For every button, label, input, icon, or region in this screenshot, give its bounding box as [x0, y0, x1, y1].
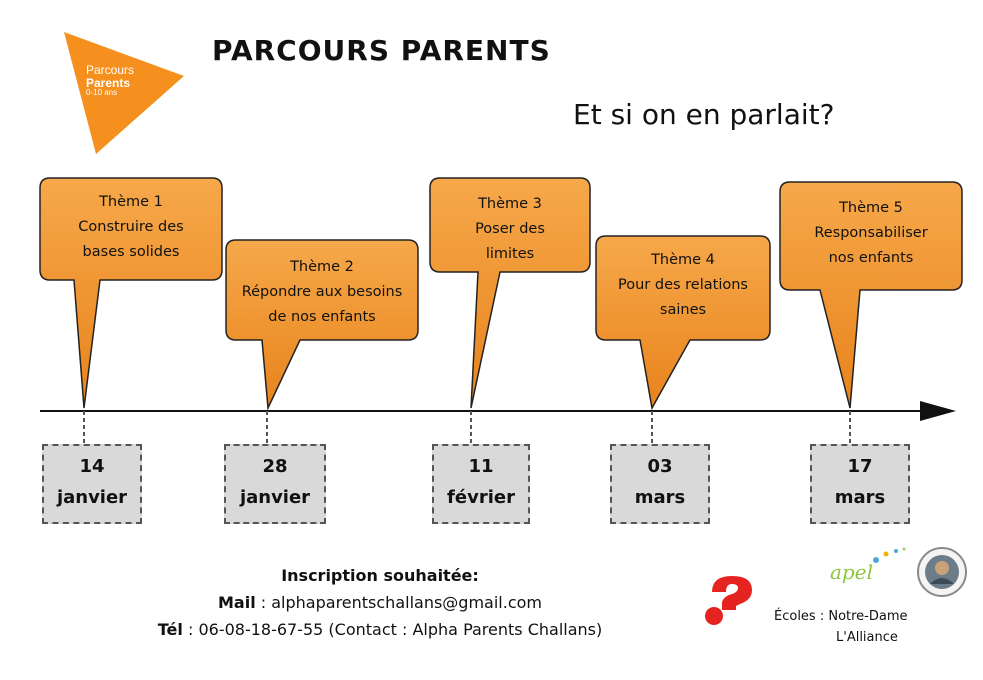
date-4-day: 03	[647, 456, 673, 477]
theme-2-line-2: de nos enfants	[268, 309, 376, 325]
school-seal-icon	[916, 546, 968, 598]
theme-4-text	[594, 248, 772, 323]
theme-3-text	[432, 192, 588, 267]
schools-info	[774, 606, 908, 648]
theme-5-text	[782, 196, 960, 271]
date-box-4	[610, 444, 710, 524]
mail-value[interactable]: : alphaparentschallans@gmail.com	[255, 593, 542, 612]
date-box-3	[432, 444, 530, 524]
theme-4-line-2: saines	[659, 302, 707, 318]
date-box-5	[810, 444, 910, 524]
logo-line-1: Parcours	[86, 63, 135, 77]
theme-4-line-1: Pour des relations	[618, 277, 748, 293]
date-1-month: janvier	[56, 487, 128, 508]
mail-line	[120, 589, 640, 616]
logo-line-2: Parents	[86, 75, 131, 90]
theme-3-line-2: limites	[485, 246, 535, 262]
theme-4-label: Thème 4	[651, 252, 715, 268]
page-title: PARCOURS PARENTS	[212, 34, 551, 67]
tel-value: : 06-08-18-67-55 (Contact : Alpha Parents Challans)	[182, 620, 603, 639]
theme-2-label: Thème 2	[290, 259, 354, 275]
theme-5-label: Thème 5	[839, 200, 903, 216]
theme-1-text	[44, 190, 218, 265]
theme-5-line-2: nos enfants	[828, 250, 914, 266]
theme-1-line-2: bases solides	[82, 244, 180, 260]
tel-label: Tél	[157, 620, 183, 639]
date-3-month: février	[447, 487, 515, 508]
date-3-day: 11	[468, 456, 494, 477]
date-2-month: janvier	[239, 487, 311, 508]
theme-1-label: Thème 1	[99, 194, 163, 210]
date-5-day: 17	[847, 456, 873, 477]
theme-1-line-1: Construire des	[78, 219, 184, 235]
date-2-day: 28	[262, 456, 288, 477]
timeline-arrowhead	[920, 401, 956, 421]
logo-line-3: 0-10 ans	[86, 88, 118, 98]
apel-logo: apel	[830, 560, 873, 584]
theme-2-line-1: Répondre aux besoins	[241, 284, 403, 300]
schools-line-2: L'Alliance	[836, 630, 898, 645]
theme-2-text	[222, 255, 422, 330]
date-5-month: mars	[834, 487, 886, 508]
schools-line-1: Écoles : Notre-Dame	[774, 609, 908, 624]
date-4-month: mars	[634, 487, 686, 508]
inscription-heading: Inscription souhaitée:	[281, 566, 479, 585]
apel-sparkle-icon	[868, 546, 908, 568]
date-1-day: 14	[79, 456, 105, 477]
mail-label: Mail	[218, 593, 256, 612]
date-box-1	[42, 444, 142, 524]
tel-line	[120, 616, 640, 643]
contact-info	[120, 562, 640, 643]
page-subtitle: Et si on en parlait?	[573, 98, 835, 131]
theme-3-label: Thème 3	[478, 196, 542, 212]
question-mark-logo	[700, 572, 760, 626]
date-box-2	[224, 444, 326, 524]
theme-5-line-1: Responsabiliser	[814, 225, 928, 241]
theme-3-line-1: Poser des	[475, 221, 545, 237]
